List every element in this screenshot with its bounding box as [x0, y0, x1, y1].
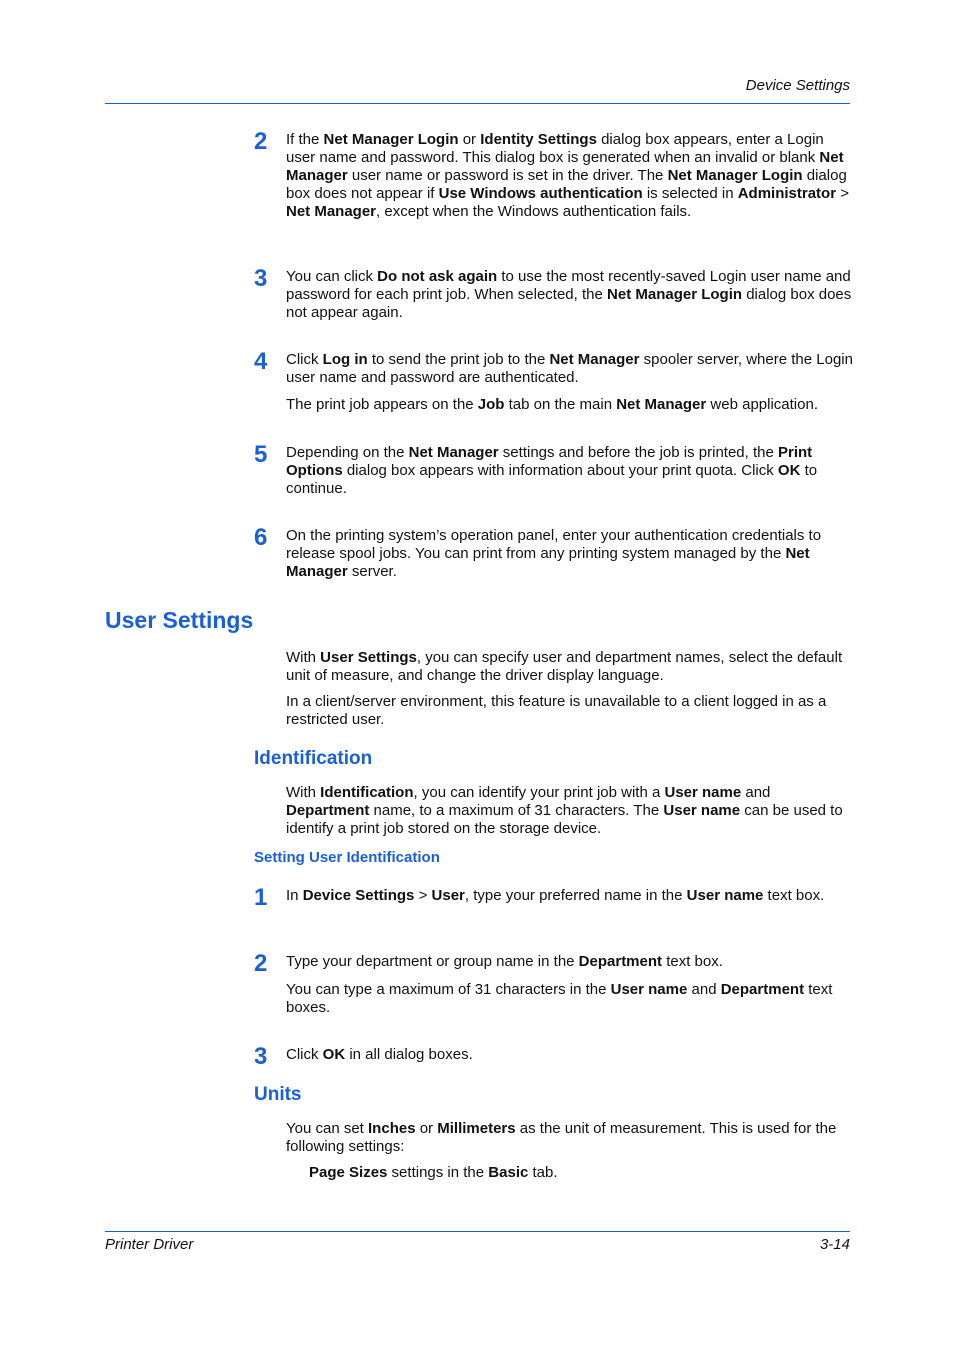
bold-term: Identity Settings: [480, 131, 597, 148]
text-run: >: [836, 185, 849, 202]
text-run: You can click: [286, 268, 378, 285]
bold-term: Page Sizes: [309, 1164, 388, 1181]
bold-term: Basic: [488, 1164, 529, 1181]
footer-rule: [105, 1231, 850, 1232]
text-run: Depending on the: [286, 444, 409, 461]
bold-term: Net Manager Login: [607, 286, 743, 303]
step-text: [286, 131, 854, 221]
bold-term: Log in: [322, 351, 368, 368]
paragraph: [286, 1120, 854, 1156]
bullet-item: [309, 1164, 849, 1182]
bold-term: Net Manager: [408, 444, 499, 461]
text-run: , you can identify your print job with a: [413, 784, 665, 801]
step-text: [286, 351, 854, 387]
text-run: With: [286, 784, 321, 801]
bold-term: User name: [610, 981, 688, 998]
paragraph: [286, 649, 854, 685]
step-number: 3: [254, 1043, 268, 1070]
text-run: , except when the Windows authentication fails.: [376, 203, 692, 220]
text-run: You can type a maximum of 31 characters in the: [286, 981, 611, 998]
text-run: to use the most recently-saved Login user name and password for each print job. When selected, the: [286, 268, 851, 303]
text-run: or: [458, 131, 481, 148]
text-run: settings in the: [387, 1164, 489, 1181]
subsection-heading-units: Units: [254, 1084, 302, 1105]
bold-term: Net Manager: [286, 203, 377, 220]
bold-term: Department: [578, 953, 663, 970]
bold-term: Net Manager: [549, 351, 640, 368]
step-text: [286, 527, 854, 581]
text-run: >: [414, 887, 432, 904]
step-note: [286, 981, 854, 1017]
bold-term: Net Manager: [616, 396, 707, 413]
step-number: 6: [254, 524, 268, 551]
bold-term: Net Manager: [286, 149, 844, 184]
step-text: [286, 268, 854, 322]
bold-term: Net Manager: [286, 545, 810, 580]
bold-term: Inches: [368, 1120, 416, 1137]
bold-term: User: [431, 887, 465, 904]
text-run: , type your preferred name in the: [464, 887, 687, 904]
bold-term: Do not ask again: [377, 268, 498, 285]
text-run: name, to a maximum of 31 characters. The: [369, 802, 664, 819]
bold-term: Print Options: [286, 444, 813, 479]
bold-term: Identification: [320, 784, 414, 801]
bold-term: OK: [777, 462, 801, 479]
text-run: Click: [286, 351, 323, 368]
text-run: tab.: [528, 1164, 558, 1181]
step-note: [286, 396, 854, 414]
text-run: Type your department or group name in the: [286, 953, 579, 970]
step-text: [286, 1046, 854, 1064]
text-run: user name or password is set in the driver. The: [347, 167, 668, 184]
bold-term: Department: [720, 981, 805, 998]
bold-term: OK: [322, 1046, 346, 1063]
step-number: 2: [254, 950, 268, 977]
text-run: You can set: [286, 1120, 369, 1137]
bold-term: Use Windows authentication: [438, 185, 643, 202]
text-run: If the: [286, 131, 324, 148]
step-number: 4: [254, 348, 268, 375]
text-run: can be used to identify a print job stored on the storage device.: [286, 802, 843, 837]
text-run: On the printing system’s operation panel, enter your authentication credentials to release spool jobs. You can print from any printing system managed by the: [286, 527, 822, 562]
text-run: dialog box appears, enter a Login user name and password. This dialog box is generated when an invalid or blank: [286, 131, 824, 166]
text-run: In: [286, 887, 303, 904]
text-run: is selected in: [642, 185, 738, 202]
text-run: dialog box appears with information about your print quota. Click: [342, 462, 778, 479]
text-run: settings and before the job is printed, the: [498, 444, 778, 461]
step-text: [286, 953, 854, 971]
section-heading-user-settings: User Settings: [105, 607, 254, 633]
bold-term: Device Settings: [302, 887, 415, 904]
text-run: to send the print job to the: [367, 351, 550, 368]
text-run: in all dialog boxes.: [345, 1046, 473, 1063]
text-run: , you can specify user and department names, select the default unit of measure, and change the driver display language.: [286, 649, 843, 684]
footer-title: Printer Driver: [105, 1236, 194, 1253]
bold-term: Administrator: [737, 185, 837, 202]
bold-term: Millimeters: [437, 1120, 516, 1137]
bold-term: Job: [477, 396, 505, 413]
text-run: text box.: [662, 953, 723, 970]
bold-term: Net Manager Login: [323, 131, 459, 148]
paragraph: [286, 784, 854, 838]
text-run: server.: [347, 563, 397, 580]
text-run: text boxes.: [286, 981, 833, 1016]
bold-term: Net Manager Login: [667, 167, 803, 184]
text-run: as the unit of measurement. This is used for the following settings:: [286, 1120, 837, 1155]
step-number: 2: [254, 128, 268, 155]
paragraph: [286, 693, 854, 729]
text-run: to continue.: [286, 462, 818, 497]
text-run: The print job appears on the: [286, 396, 478, 413]
bold-term: User name: [663, 802, 741, 819]
text-run: With: [286, 649, 321, 666]
bold-term: User Settings: [320, 649, 417, 666]
text-run: dialog box does not appear again.: [286, 286, 852, 321]
step-number: 5: [254, 441, 268, 468]
subsection-heading-identification: Identification: [254, 748, 373, 769]
text-run: dialog box does not appear if: [286, 167, 847, 202]
text-run: and: [687, 981, 721, 998]
running-header: Device Settings: [745, 77, 850, 94]
header-rule: [105, 103, 850, 104]
text-run: spooler server, where the Login user name and password are authenticated.: [286, 351, 853, 386]
step-number: 3: [254, 265, 268, 292]
bold-term: User name: [664, 784, 742, 801]
text-run: text box.: [763, 887, 825, 904]
page-number: 3-14: [819, 1236, 850, 1253]
procedure-heading: Setting User Identification: [254, 849, 440, 866]
text-run: or: [415, 1120, 438, 1137]
step-number: 1: [254, 884, 268, 911]
text-run: web application.: [706, 396, 818, 413]
step-text: [286, 887, 854, 905]
text-run: In a client/server environment, this feature is unavailable to a client logged in as a restricted user.: [286, 693, 827, 728]
text-run: Click: [286, 1046, 323, 1063]
text-run: tab on the main: [504, 396, 617, 413]
text-run: and: [741, 784, 771, 801]
bold-term: User name: [686, 887, 764, 904]
step-text: [286, 444, 854, 498]
bold-term: Department: [286, 802, 370, 819]
